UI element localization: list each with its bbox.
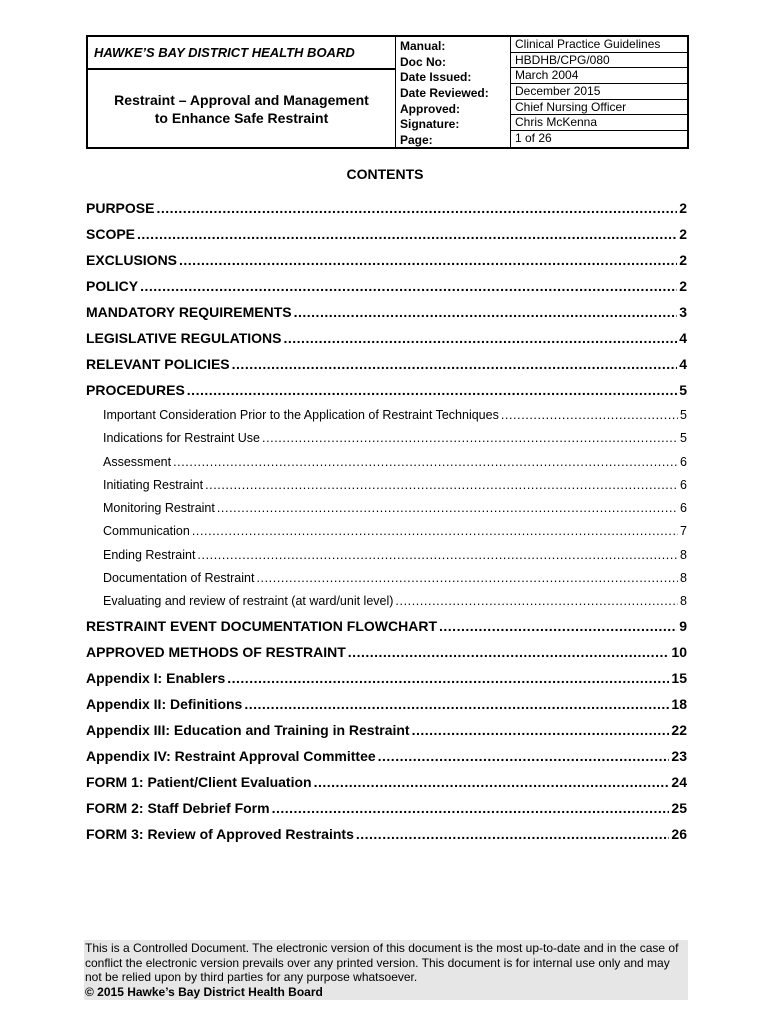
toc-entry[interactable] (86, 251, 687, 277)
toc-leader-dots (378, 747, 670, 765)
toc-entry[interactable] (86, 799, 687, 825)
approved-value: Chief Nursing Officer (511, 100, 687, 116)
toc-entry-label: EXCLUSIONS (86, 252, 178, 268)
toc-leader-dots (192, 523, 678, 539)
toc-entry-label: POLICY (86, 278, 139, 294)
toc-entry[interactable] (86, 407, 687, 430)
toc-leader-dots (356, 825, 670, 843)
toc-entry-page: 5 (680, 431, 687, 446)
toc-leader-dots (197, 547, 678, 563)
toc-entry[interactable] (86, 643, 687, 669)
toc-leader-dots (395, 593, 678, 609)
toc-entry-label: Appendix III: Education and Training in Restraint (86, 721, 410, 738)
date-reviewed-label: Date Reviewed: (400, 86, 489, 101)
toc-entry-page: 24 (671, 773, 687, 790)
table-of-contents (86, 199, 687, 851)
toc-entry-label: FORM 2: Staff Debrief Form (86, 799, 270, 816)
doc-no-label: Doc No: (400, 54, 446, 69)
toc-leader-dots (187, 381, 677, 399)
signature-value: Chris McKenna (511, 115, 687, 131)
toc-entry-page: 4 (679, 356, 687, 372)
toc-entry-label: Assessment (103, 454, 172, 469)
toc-leader-dots (256, 570, 678, 586)
toc-entry-label: Initiating Restraint (103, 477, 204, 492)
toc-leader-dots (173, 454, 678, 470)
toc-entry[interactable] (86, 381, 687, 407)
toc-leader-dots (272, 799, 670, 817)
organisation-name: HAWKE’S BAY DISTRICT HEALTH BOARD (88, 37, 395, 70)
toc-entry-page: 10 (671, 643, 687, 660)
toc-entry-label: RESTRAINT EVENT DOCUMENTATION FLOWCHART (86, 617, 438, 634)
date-issued-value: March 2004 (511, 68, 687, 84)
toc-entry-page: 22 (671, 721, 687, 738)
toc-entry-page: 5 (679, 382, 687, 398)
toc-leader-dots (179, 251, 677, 269)
page-value: 1 of 26 (515, 131, 552, 146)
toc-entry-label: SCOPE (86, 226, 136, 242)
toc-entry-page: 2 (679, 252, 687, 268)
toc-entry[interactable] (86, 570, 687, 593)
toc-entry[interactable] (86, 825, 687, 851)
toc-entry[interactable] (86, 617, 687, 643)
toc-entry-page: 2 (679, 226, 687, 242)
toc-entry-page: 5 (680, 408, 687, 422)
toc-entry-label: Monitoring Restraint (103, 501, 215, 516)
toc-leader-dots (137, 225, 677, 243)
toc-entry-page: 3 (679, 304, 687, 320)
toc-entry-label: MANDATORY REQUIREMENTS (86, 304, 292, 320)
toc-entry[interactable] (86, 454, 687, 477)
toc-entry-label: PURPOSE (86, 200, 155, 216)
toc-entry-label: Important Consideration Prior to the Application of Restraint Techniques (103, 408, 499, 422)
toc-entry[interactable] (86, 329, 687, 355)
toc-entry[interactable] (86, 669, 687, 695)
toc-entry[interactable] (86, 430, 687, 453)
toc-entry-page: 8 (680, 547, 687, 562)
header-field-values (511, 37, 687, 147)
toc-entry-label: PROCEDURES (86, 382, 185, 398)
header-left-column (88, 37, 396, 147)
toc-entry-label: Appendix IV: Restraint Approval Committee (86, 747, 376, 764)
toc-entry[interactable] (86, 225, 687, 251)
toc-entry-page: 26 (671, 825, 687, 842)
signature-label: Signature: (400, 117, 460, 132)
toc-entry-label: Ending Restraint (103, 547, 196, 562)
toc-entry-page: 2 (679, 278, 687, 294)
approved-label: Approved: (400, 101, 460, 116)
toc-entry[interactable] (86, 355, 687, 381)
document-header-table (86, 35, 689, 149)
toc-entry-label: Appendix I: Enablers (86, 669, 226, 686)
toc-entry-page: 6 (680, 501, 687, 516)
toc-entry-label: Communication (103, 524, 190, 539)
toc-leader-dots (284, 329, 678, 347)
toc-entry-label: FORM 1: Patient/Client Evaluation (86, 773, 312, 790)
toc-entry[interactable] (86, 303, 687, 329)
toc-entry[interactable] (86, 199, 687, 225)
toc-entry-page: 8 (680, 571, 687, 586)
toc-leader-dots (140, 277, 677, 295)
toc-leader-dots (156, 199, 677, 217)
toc-entry[interactable] (86, 593, 687, 616)
toc-entry[interactable] (86, 721, 687, 747)
page-label: Page: (400, 133, 433, 148)
doc-no-value: HBDHB/CPG/080 (511, 53, 687, 69)
notice-text: This is a Controlled Document. The electronic version of this document is the most up-to-date and in the case of conflict the electronic version prevails over any printed version. This document is for internal use only and may not be relied upon by third parties for any purpose whatsoever. (85, 941, 679, 984)
header-field-labels (396, 37, 511, 147)
toc-leader-dots (501, 407, 678, 423)
toc-entry-label: Evaluating and review of restraint (at ward/unit level) (103, 594, 394, 609)
toc-entry-page: 9 (679, 617, 687, 634)
toc-entry-page: 23 (671, 747, 687, 764)
toc-entry-label: Indications for Restraint Use (103, 431, 261, 446)
toc-entry[interactable] (86, 773, 687, 799)
toc-entry-page: 7 (680, 524, 687, 539)
toc-leader-dots (294, 303, 678, 321)
toc-entry-page: 18 (671, 695, 687, 712)
document-title: Restraint – Approval and Management to Enhance Safe Restraint (114, 91, 369, 126)
date-issued-label: Date Issued: (400, 70, 472, 85)
toc-entry[interactable] (86, 747, 687, 773)
toc-entry-label: LEGISLATIVE REGULATIONS (86, 330, 282, 346)
toc-entry[interactable] (86, 500, 687, 523)
toc-entry-page: 15 (671, 669, 687, 686)
toc-leader-dots (217, 500, 678, 516)
toc-leader-dots (314, 773, 670, 791)
toc-leader-dots (227, 669, 669, 687)
toc-entry[interactable] (86, 477, 687, 500)
toc-entry-page: 4 (679, 330, 687, 346)
toc-entry[interactable] (86, 277, 687, 303)
toc-leader-dots (348, 643, 670, 661)
toc-entry[interactable] (86, 523, 687, 546)
date-reviewed-value: December 2015 (511, 84, 687, 100)
toc-entry-page: 6 (680, 477, 687, 492)
copyright-text: © 2015 Hawke’s Bay District Health Board (85, 984, 323, 999)
toc-entry-label: Documentation of Restraint (103, 571, 255, 586)
toc-leader-dots (439, 617, 677, 635)
toc-leader-dots (205, 477, 678, 493)
toc-entry-label: Appendix II: Definitions (86, 695, 243, 712)
toc-entry[interactable] (86, 547, 687, 570)
contents-heading: CONTENTS (346, 166, 424, 182)
toc-entry-page: 6 (680, 454, 687, 469)
manual-label: Manual: (400, 39, 446, 53)
toc-entry-label: RELEVANT POLICIES (86, 356, 230, 372)
toc-entry-page: 25 (671, 799, 687, 816)
manual-value: Clinical Practice Guidelines (511, 37, 687, 53)
toc-entry-label: APPROVED METHODS OF RESTRAINT (86, 643, 346, 660)
toc-leader-dots (244, 695, 669, 713)
toc-entry-page: 2 (679, 200, 687, 216)
toc-entry[interactable] (86, 695, 687, 721)
controlled-document-notice (84, 940, 688, 1000)
toc-entry-label: FORM 3: Review of Approved Restraints (86, 825, 354, 842)
toc-leader-dots (262, 430, 678, 446)
toc-leader-dots (412, 721, 670, 739)
toc-leader-dots (232, 355, 678, 373)
toc-entry-page: 8 (680, 594, 687, 609)
